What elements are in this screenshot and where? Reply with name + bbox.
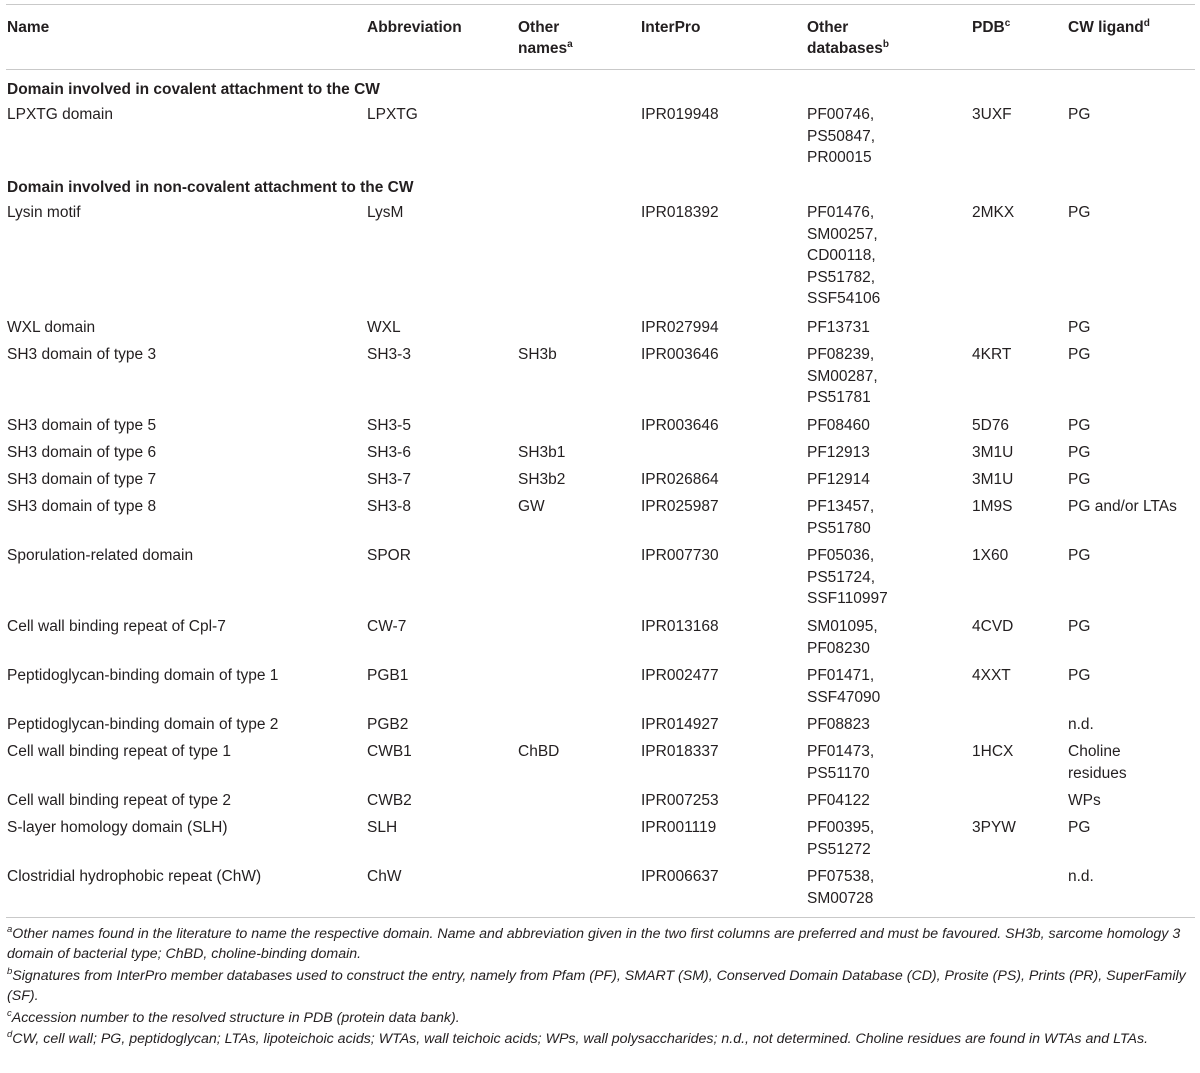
cell-interpro: IPR019948 xyxy=(641,106,719,123)
cell-line: PG xyxy=(1068,346,1091,363)
cell-dbs xyxy=(807,202,880,310)
cell-name: Cell wall binding repeat of type 2 xyxy=(7,792,232,809)
cell-ligand xyxy=(1068,616,1090,638)
cell-line: PS51724, xyxy=(807,568,876,586)
cell-line: PF01471, xyxy=(807,667,875,684)
cell-line: WPs xyxy=(1068,792,1101,809)
cell-name: SH3 domain of type 5 xyxy=(7,417,157,434)
cell-abbr: SH3-3 xyxy=(367,346,411,363)
cell-ligand xyxy=(1068,866,1094,888)
cell-line: SSF110997 xyxy=(807,590,888,607)
cell-line: PG xyxy=(1068,204,1091,221)
cell-dbs xyxy=(807,344,878,409)
cell-name: SH3 domain of type 6 xyxy=(7,444,157,461)
cell-name: SH3 domain of type 7 xyxy=(7,471,157,488)
cell-line: Choline xyxy=(1068,743,1121,760)
cell-ligand xyxy=(1068,317,1090,339)
cell-name: SH3 domain of type 8 xyxy=(7,498,157,515)
cell-dbs xyxy=(807,496,874,539)
cell-other: ChBD xyxy=(518,743,560,760)
top-rule xyxy=(6,4,1195,5)
cell-line: SM00257, xyxy=(807,225,878,243)
cell-line: SM00728 xyxy=(807,889,874,907)
cell-pdb: 1X60 xyxy=(972,547,1009,564)
cell-pdb: 3UXF xyxy=(972,106,1012,123)
cell-line: SM00287, xyxy=(807,367,878,385)
cell-other: GW xyxy=(518,498,545,515)
cell-other: SH3b1 xyxy=(518,444,566,461)
cell-line: PG and/or LTAs xyxy=(1068,498,1177,515)
cell-pdb: 1HCX xyxy=(972,743,1014,760)
cell-dbs xyxy=(807,317,870,339)
cell-line: PF04122 xyxy=(807,792,870,809)
header-interpro: InterPro xyxy=(641,19,701,36)
cell-line: PS51782, xyxy=(807,268,876,286)
cell-line: PG xyxy=(1068,106,1091,123)
cell-abbr: SLH xyxy=(367,819,398,836)
cell-dbs xyxy=(807,866,874,909)
cell-pdb: 3M1U xyxy=(972,471,1014,488)
cell-line: PF12914 xyxy=(807,471,870,488)
cell-interpro: IPR014927 xyxy=(641,716,719,733)
cell-interpro: IPR003646 xyxy=(641,346,719,363)
cell-ligand xyxy=(1068,442,1090,464)
cell-line: PS50847, xyxy=(807,127,876,145)
cell-ligand xyxy=(1068,202,1090,224)
cell-dbs xyxy=(807,545,888,610)
cell-dbs xyxy=(807,741,874,784)
cell-ligand xyxy=(1068,714,1094,736)
cell-dbs xyxy=(807,616,878,659)
cell-abbr: SH3-5 xyxy=(367,417,411,434)
cell-abbr: WXL xyxy=(367,319,401,336)
cell-line: PF05036, xyxy=(807,547,875,564)
cell-ligand xyxy=(1068,496,1177,518)
cell-abbr: CWB2 xyxy=(367,792,412,809)
cell-line: PF08239, xyxy=(807,346,875,363)
cell-line: PF00395, xyxy=(807,819,875,836)
cell-abbr: CWB1 xyxy=(367,743,412,760)
header-pdb: PDB$^c$ xyxy=(972,18,1011,36)
cell-line: PF07538, xyxy=(807,868,875,885)
cell-pdb: 2MKX xyxy=(972,204,1015,221)
cell-ligand xyxy=(1068,415,1090,437)
cell-pdb: 3M1U xyxy=(972,444,1014,461)
section-heading-non-covalent: Domain involved in non-covalent attachment to the CW xyxy=(7,179,414,196)
cell-ligand xyxy=(1068,741,1127,784)
cell-line: PS51780 xyxy=(807,519,871,537)
cell-dbs xyxy=(807,415,870,437)
cell-ligand xyxy=(1068,344,1090,366)
cell-abbr: CW-7 xyxy=(367,618,407,635)
cell-ligand xyxy=(1068,545,1090,567)
cell-line: PF00746, xyxy=(807,106,875,123)
cell-pdb: 5D76 xyxy=(972,417,1010,434)
cell-line: PG xyxy=(1068,547,1091,564)
cell-pdb: 4XXT xyxy=(972,667,1011,684)
cell-line: PF08823 xyxy=(807,716,870,733)
cell-line: SM01095, xyxy=(807,618,878,635)
cell-abbr: SH3-8 xyxy=(367,498,411,515)
cell-line: PF08460 xyxy=(807,417,870,434)
cell-abbr: LysM xyxy=(367,204,404,221)
cell-dbs xyxy=(807,714,870,736)
cell-abbr: SPOR xyxy=(367,547,411,564)
cell-pdb: 1M9S xyxy=(972,498,1013,515)
footnote-b: $^b$Signatures from InterPro member databases used to construct the entry, namely from Pfam (PF), SMART (SM), Conserved Domain Database (CD), Prosite (PS), Prints (PR), SuperFamily (SF). xyxy=(7,966,1186,1004)
cell-interpro: IPR007730 xyxy=(641,547,719,564)
cell-line: PF13731 xyxy=(807,319,870,336)
bottom-rule xyxy=(6,917,1195,918)
cell-interpro: IPR002477 xyxy=(641,667,719,684)
cell-line: n.d. xyxy=(1068,868,1094,885)
cell-dbs xyxy=(807,665,880,708)
cell-line: SSF47090 xyxy=(807,688,881,706)
cell-line: n.d. xyxy=(1068,716,1094,733)
cell-dbs xyxy=(807,104,875,169)
cell-line: PG xyxy=(1068,819,1091,836)
cell-pdb: 3PYW xyxy=(972,819,1016,836)
cell-line: PF12913 xyxy=(807,444,870,461)
cell-abbr: PGB2 xyxy=(367,716,409,733)
cell-line: PG xyxy=(1068,319,1091,336)
cell-interpro: IPR018337 xyxy=(641,743,719,760)
header-abbreviation: Abbreviation xyxy=(367,19,462,36)
cell-interpro: IPR026864 xyxy=(641,471,719,488)
cell-line: PG xyxy=(1068,417,1091,434)
cell-line: PG xyxy=(1068,471,1091,488)
cell-ligand xyxy=(1068,665,1090,687)
header-rule xyxy=(6,69,1195,70)
cell-line: PF01476, xyxy=(807,204,875,221)
cell-line: PR00015 xyxy=(807,149,872,166)
cell-name: S-layer homology domain (SLH) xyxy=(7,819,228,836)
cell-ligand xyxy=(1068,469,1090,491)
cell-name: Cell wall binding repeat of type 1 xyxy=(7,743,232,760)
cell-interpro: IPR027994 xyxy=(641,319,719,336)
cell-interpro: IPR001119 xyxy=(641,819,717,836)
cell-interpro: IPR007253 xyxy=(641,792,719,809)
cell-interpro: IPR003646 xyxy=(641,417,719,434)
cell-abbr: SH3-6 xyxy=(367,444,411,461)
footnote-c: $^c$Accession number to the resolved structure in PDB (protein data bank). xyxy=(7,1008,460,1026)
cell-abbr: SH3-7 xyxy=(367,471,411,488)
cell-line: CD00118, xyxy=(807,247,876,264)
footnote-d: $^d$CW, cell wall; PG, peptidoglycan; LTAs, lipoteichoic acids; WTAs, wall teichoic acids; WPs, wall polysaccharides; n.d., not determined. Choline residues are found in WTAs and LTAs. xyxy=(7,1029,1149,1047)
section-heading-covalent: Domain involved in covalent attachment to the CW xyxy=(7,81,380,98)
cell-name: WXL domain xyxy=(7,319,96,336)
cell-name: LPXTG domain xyxy=(7,106,113,123)
cell-name: Peptidoglycan-binding domain of type 1 xyxy=(7,667,279,684)
cell-name: Clostridial hydrophobic repeat (ChW) xyxy=(7,868,262,885)
cell-line: PS51781 xyxy=(807,389,871,406)
cell-name: Peptidoglycan-binding domain of type 2 xyxy=(7,716,279,733)
header-other-databases: Other databases$^b$ xyxy=(807,19,889,57)
cell-abbr: PGB1 xyxy=(367,667,409,684)
cell-line: PF08230 xyxy=(807,639,870,657)
cell-dbs xyxy=(807,790,870,812)
cell-interpro: IPR025987 xyxy=(641,498,719,515)
cell-dbs xyxy=(807,442,870,464)
cell-pdb: 4KRT xyxy=(972,346,1012,363)
cell-dbs xyxy=(807,817,874,860)
header-name: Name xyxy=(7,19,50,36)
header-other-names: Other names$^a$ xyxy=(518,19,573,57)
cell-name: Lysin motif xyxy=(7,204,81,221)
cell-line: PS51170 xyxy=(807,764,870,782)
cell-name: SH3 domain of type 3 xyxy=(7,346,157,363)
cell-line: PF13457, xyxy=(807,498,875,515)
footnote-a: $^a$Other names found in the literature to name the respective domain. Name and abbreviation given in the two first columns are preferred and must be favoured. SH3b, sarcome homology 3 domain of bacterial type; ChBD, choline-binding domain. xyxy=(7,924,1181,962)
cell-line: residues xyxy=(1068,764,1127,782)
cell-other: SH3b2 xyxy=(518,471,566,488)
cell-line: SSF54106 xyxy=(807,290,881,307)
cell-pdb: 4CVD xyxy=(972,618,1014,635)
cell-line: PG xyxy=(1068,667,1091,684)
cell-dbs xyxy=(807,469,870,491)
cell-line: PG xyxy=(1068,444,1091,461)
header-cw-ligand: CW ligand$^d$ xyxy=(1068,18,1150,36)
cell-ligand xyxy=(1068,790,1101,812)
cell-name: Cell wall binding repeat of Cpl-7 xyxy=(7,618,226,635)
cell-line: PF01473, xyxy=(807,743,875,760)
cell-line: PG xyxy=(1068,618,1091,635)
cell-abbr: ChW xyxy=(367,868,402,885)
cell-abbr: LPXTG xyxy=(367,106,418,123)
cell-interpro: IPR018392 xyxy=(641,204,719,221)
cell-other: SH3b xyxy=(518,346,557,363)
cell-interpro: IPR013168 xyxy=(641,618,719,635)
cell-name: Sporulation-related domain xyxy=(7,547,194,564)
cell-line: PS51272 xyxy=(807,840,871,858)
cell-ligand xyxy=(1068,817,1090,839)
cell-interpro: IPR006637 xyxy=(641,868,719,885)
cell-ligand xyxy=(1068,104,1090,126)
